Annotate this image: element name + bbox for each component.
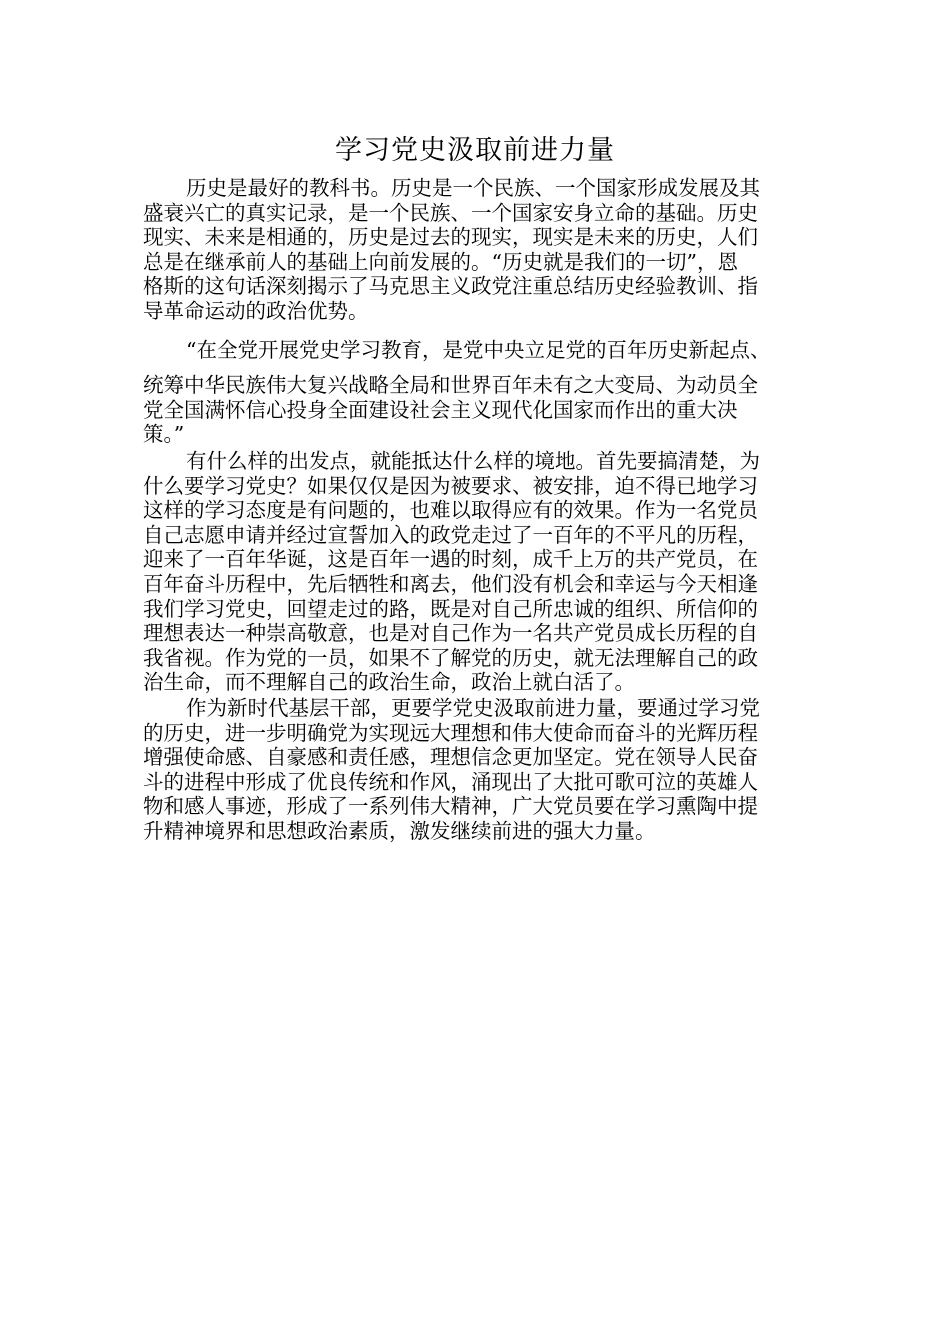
text-line: 策。” bbox=[143, 422, 185, 447]
text-line: 有什么样的出发点，就能抵达什么样的境地。首先要搞清楚，为 bbox=[186, 449, 760, 473]
text-line: 党全国满怀信心投身全面建设社会主义现代化国家而作出的重大决 bbox=[143, 397, 738, 422]
text-line: 导革命运动的政治优势。 bbox=[143, 298, 369, 323]
text-line: 自己志愿申请并经过宣誓加入的政党走过了一百年的不平凡的历程， bbox=[143, 522, 758, 547]
text-line: 格斯的这句话深刻揭示了马克思主义政党注重总结历史经验教训、指 bbox=[143, 274, 758, 299]
text-line: 增强使命感、自豪感和责任感，理想信念更加坚定。党在领导人民奋 bbox=[143, 745, 758, 770]
text-line: 迎来了一百年华诞，这是百年一遇的时刻，成千上万的共产党员，在 bbox=[143, 547, 758, 572]
text-line: 物和感人事迹，形成了一系列伟大精神，广大党员要在学习熏陶中提 bbox=[143, 794, 758, 819]
text-line: 的历史，进一步明确党为实现远大理想和伟大使命而奋斗的光辉历程 bbox=[143, 720, 758, 745]
text-line: 我们学习党史，回望走过的路，既是对自己所忠诚的组织、所信仰的 bbox=[143, 596, 758, 621]
text-line: 升精神境界和思想政治素质，激发继续前进的强大力量。 bbox=[143, 818, 656, 843]
text-line: 统筹中华民族伟大复兴战略全局和世界百年未有之大变局、为动员全 bbox=[143, 373, 758, 397]
paragraph-1 bbox=[143, 176, 813, 324]
text-line: 治生命，而不理解自己的政治生命，政治上就白活了。 bbox=[143, 670, 635, 695]
paragraph-5 bbox=[143, 696, 813, 844]
text-line: 理想表达一种崇高敬意，也是对自己作为一名共产党员成长历程的自 bbox=[143, 621, 758, 646]
text-line: 我省视。作为党的一员，如果不了解党的历史，就无法理解自己的政 bbox=[143, 645, 758, 670]
paragraph-2 bbox=[143, 338, 813, 363]
paragraph-4 bbox=[143, 449, 813, 695]
text-line: 现实、未来是相通的，历史是过去的现实，现实是未来的历史，人们 bbox=[143, 225, 758, 250]
paragraph-3 bbox=[143, 373, 813, 447]
text-line: 百年奋斗历程中，先后牺牲和离去，他们没有机会和幸运与今天相逢 bbox=[143, 571, 758, 596]
text-line: 这样的学习态度是有问题的，也难以取得应有的效果。作为一名党员 bbox=[143, 498, 758, 523]
text-line: 盛衰兴亡的真实记录，是一个民族、一个国家安身立命的基础。历史 bbox=[143, 200, 758, 225]
page-title: 学习党史汲取前进力量 bbox=[335, 135, 615, 166]
text-line: “在全党开展党史学习教育，是党中央立足党的百年历史新起点、 bbox=[186, 338, 771, 362]
text-line: 什么要学习党史？如果仅仅是因为被要求、被安排，迫不得已地学习 bbox=[143, 473, 758, 498]
text-line: 斗的进程中形成了优良传统和作风，涌现出了大批可歌可泣的英雄人 bbox=[143, 769, 758, 794]
text-line: 总是在继承前人的基础上向前发展的。“历史就是我们的一切”，恩 bbox=[143, 249, 738, 274]
text-line: 作为新时代基层干部，更要学党史汲取前进力量，要通过学习党 bbox=[186, 696, 760, 720]
text-line: 历史是最好的教科书。历史是一个民族、一个国家形成发展及其 bbox=[186, 176, 760, 200]
